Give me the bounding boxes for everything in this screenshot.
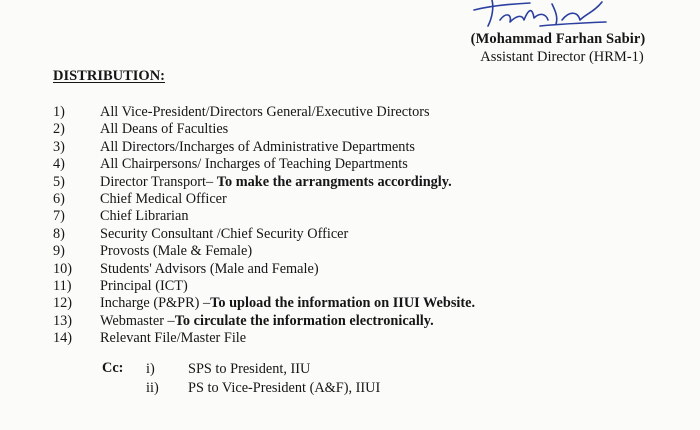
cc-item-number: ii) (146, 380, 159, 396)
item-number: 8) (53, 225, 65, 242)
item-text: All Directors/Incharges of Administrative Departments (100, 138, 415, 155)
item-number: 10) (53, 260, 73, 277)
distribution-heading: DISTRIBUTION: (53, 68, 165, 84)
item-text: Incharge (P&PR) – (100, 295, 211, 312)
item-text: Provosts (Male & Female) (100, 243, 253, 260)
item-text: Chief Librarian (100, 208, 189, 225)
item-text: Chief Medical Officer (100, 190, 227, 207)
item-text: Director Transport– (100, 173, 217, 190)
item-text: Webmaster – (100, 312, 175, 329)
item-text: All Deans of Faculties (100, 121, 229, 138)
item-number: 2) (53, 121, 65, 138)
item-text: Principal (ICT) (100, 277, 188, 294)
item-number: 14) (53, 330, 73, 347)
item-text: All Chairpersons/ Incharges of Teaching Departments (100, 156, 408, 173)
item-note: To make the arrangments accordingly. (216, 173, 452, 190)
item-number: 3) (53, 138, 65, 155)
cc-label: Cc: (102, 360, 124, 376)
signer-name: (Mohammad Farhan Sabir) (470, 31, 646, 47)
item-text: Security Consultant /Chief Security Officer (100, 225, 349, 242)
item-number: 4) (53, 156, 65, 173)
item-note: To upload the information on IIUI Website. (210, 295, 476, 312)
item-number: 1) (53, 104, 65, 120)
item-number: 12) (53, 295, 73, 312)
cc-item-number: i) (146, 361, 155, 377)
cc-item-text: SPS to President, IIU (188, 361, 311, 377)
item-number: 6) (53, 190, 65, 207)
item-number: 5) (53, 173, 65, 190)
item-number: 11) (53, 277, 72, 294)
cc-item-text: PS to Vice-President (A&F), IIUI (188, 380, 381, 396)
item-note: To circulate the information electronically. (174, 312, 434, 329)
handwritten-signature (470, 0, 620, 32)
signer-title: Assistant Director (HRM-1) (480, 49, 644, 65)
item-number: 7) (53, 208, 65, 225)
item-text: All Vice-President/Directors General/Executive Directors (100, 104, 430, 120)
item-text: Relevant File/Master File (100, 330, 247, 347)
item-number: 13) (53, 312, 73, 329)
item-text: Students' Advisors (Male and Female) (100, 260, 319, 277)
item-number: 9) (53, 243, 65, 260)
